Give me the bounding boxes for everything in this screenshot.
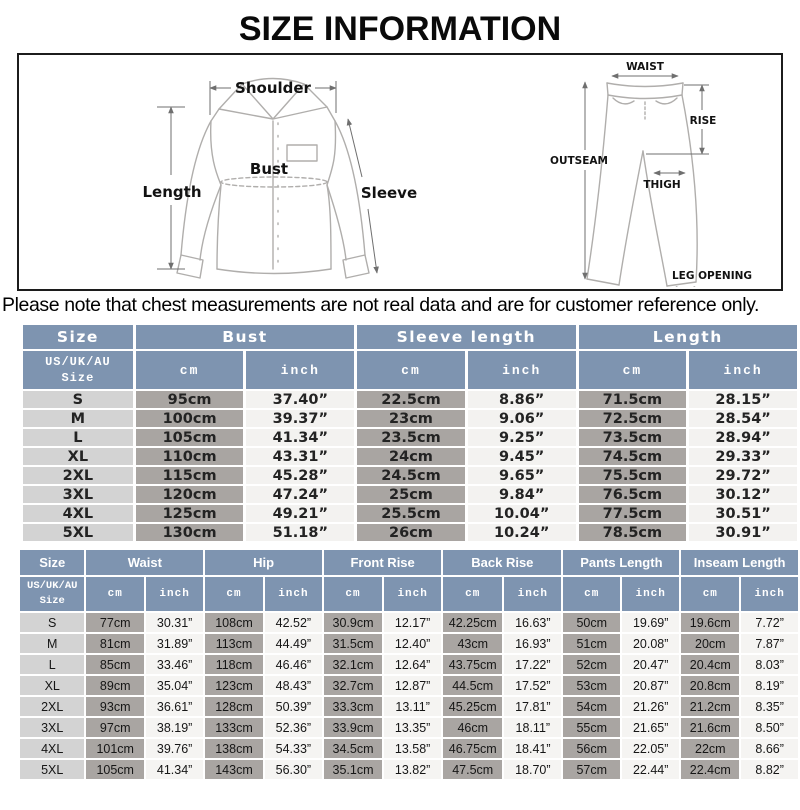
pants-leg-opening-label: LEG OPENING (671, 270, 753, 282)
size-row-l (23, 429, 797, 446)
unit-header-cm: cm (86, 577, 144, 611)
value-cm: 113cm (205, 634, 263, 653)
value-cm: 93cm (86, 697, 144, 716)
value-inch: 18.11” (504, 718, 561, 737)
size-row-5xl (20, 760, 798, 779)
unit-header-cm: cm (443, 577, 502, 611)
column-group-header: Back Rise (443, 550, 561, 575)
value-inch: 30.51” (689, 505, 797, 522)
value-cm: 138cm (205, 739, 263, 758)
shirt-length-label: Length (142, 183, 202, 201)
value-inch: 31.89” (146, 634, 203, 653)
size-standard-header: US/UK/AU Size (20, 577, 84, 611)
unit-header-inch: inch (504, 577, 561, 611)
size-row-xl (20, 676, 798, 695)
shirt-diagram (19, 57, 439, 287)
value-cm: 128cm (205, 697, 263, 716)
value-inch: 16.93” (504, 634, 561, 653)
value-inch: 13.82” (384, 760, 441, 779)
tops-size-table (20, 323, 800, 543)
value-inch: 22.05” (622, 739, 679, 758)
value-inch: 17.52” (504, 676, 561, 695)
value-inch: 19.69” (622, 613, 679, 632)
size-row-4xl (20, 739, 798, 758)
value-inch: 13.35” (384, 718, 441, 737)
value-cm: 30.9cm (324, 613, 382, 632)
column-group-header: Size (20, 550, 84, 575)
unit-header-row (23, 351, 797, 389)
size-label: M (20, 634, 84, 653)
size-row-xl (23, 448, 797, 465)
value-cm: 33.3cm (324, 697, 382, 716)
unit-header-inch: inch (384, 577, 441, 611)
pants-rise-label: RISE (689, 115, 717, 127)
value-inch: 43.31” (246, 448, 354, 465)
value-cm: 143cm (205, 760, 263, 779)
value-cm: 101cm (86, 739, 144, 758)
value-inch: 50.39” (265, 697, 322, 716)
size-information-page (0, 10, 800, 810)
value-inch: 42.52” (265, 613, 322, 632)
value-inch: 8.66” (741, 739, 798, 758)
measurement-diagram-box (17, 53, 783, 291)
value-cm: 25cm (357, 486, 465, 503)
value-cm: 22.5cm (357, 391, 465, 408)
value-inch: 12.40” (384, 634, 441, 653)
size-row-2xl (20, 697, 798, 716)
value-cm: 100cm (136, 410, 244, 427)
shirt-bust-label: Bust (249, 160, 289, 178)
value-cm: 97cm (86, 718, 144, 737)
value-inch: 39.37” (246, 410, 354, 427)
unit-header-cm: cm (136, 351, 244, 389)
value-inch: 9.06” (468, 410, 576, 427)
pants-thigh-label: THIGH (643, 179, 681, 191)
value-inch: 36.61” (146, 697, 203, 716)
unit-header-inch: inch (146, 577, 203, 611)
value-cm: 50cm (563, 613, 620, 632)
column-group-header: Waist (86, 550, 203, 575)
column-group-header: Inseam Length (681, 550, 798, 575)
value-cm: 57cm (563, 760, 620, 779)
value-inch: 30.31” (146, 613, 203, 632)
pants-waist-label: WAIST (626, 61, 664, 73)
value-inch: 13.11” (384, 697, 441, 716)
value-cm: 43cm (443, 634, 502, 653)
value-cm: 35.1cm (324, 760, 382, 779)
value-cm: 31.5cm (324, 634, 382, 653)
value-inch: 20.08” (622, 634, 679, 653)
value-cm: 105cm (136, 429, 244, 446)
value-inch: 52.36” (265, 718, 322, 737)
value-cm: 26cm (357, 524, 465, 541)
size-label: S (20, 613, 84, 632)
size-row-m (23, 410, 797, 427)
size-row-2xl (23, 467, 797, 484)
value-cm: 54cm (563, 697, 620, 716)
size-label: 4XL (20, 739, 84, 758)
value-cm: 43.75cm (443, 655, 502, 674)
unit-header-cm: cm (324, 577, 382, 611)
value-cm: 20.8cm (681, 676, 739, 695)
value-inch: 8.19” (741, 676, 798, 695)
value-inch: 7.87” (741, 634, 798, 653)
value-inch: 10.04” (468, 505, 576, 522)
shirt-sleeve-label: Sleeve (360, 184, 418, 202)
value-inch: 13.58” (384, 739, 441, 758)
value-cm: 115cm (136, 467, 244, 484)
value-inch: 41.34” (146, 760, 203, 779)
value-inch: 30.12” (689, 486, 797, 503)
value-inch: 51.18” (246, 524, 354, 541)
value-inch: 9.84” (468, 486, 576, 503)
value-inch: 12.17” (384, 613, 441, 632)
value-inch: 12.64” (384, 655, 441, 674)
value-inch: 8.03” (741, 655, 798, 674)
column-group-header: Pants Length (563, 550, 679, 575)
value-inch: 12.87” (384, 676, 441, 695)
value-cm: 76.5cm (579, 486, 687, 503)
value-cm: 125cm (136, 505, 244, 522)
value-cm: 32.1cm (324, 655, 382, 674)
value-inch: 20.87” (622, 676, 679, 695)
value-inch: 16.63” (504, 613, 561, 632)
value-inch: 21.65” (622, 718, 679, 737)
value-cm: 120cm (136, 486, 244, 503)
value-inch: 39.76” (146, 739, 203, 758)
value-inch: 29.72” (689, 467, 797, 484)
value-cm: 25.5cm (357, 505, 465, 522)
value-cm: 77cm (86, 613, 144, 632)
size-row-s (20, 613, 798, 632)
size-label: 3XL (23, 486, 133, 503)
unit-header-row (20, 577, 798, 611)
value-inch: 48.43” (265, 676, 322, 695)
value-cm: 44.5cm (443, 676, 502, 695)
value-cm: 24cm (357, 448, 465, 465)
size-label: 4XL (23, 505, 133, 522)
size-row-m (20, 634, 798, 653)
value-cm: 55cm (563, 718, 620, 737)
value-cm: 77.5cm (579, 505, 687, 522)
value-cm: 20cm (681, 634, 739, 653)
column-group-header: Length (579, 325, 797, 349)
value-cm: 45.25cm (443, 697, 502, 716)
value-inch: 56.30” (265, 760, 322, 779)
value-inch: 9.45” (468, 448, 576, 465)
value-inch: 54.33” (265, 739, 322, 758)
pants-outseam-label: OUTSEAM (550, 155, 608, 167)
column-group-header: Front Rise (324, 550, 441, 575)
value-cm: 85cm (86, 655, 144, 674)
value-cm: 42.25cm (443, 613, 502, 632)
value-inch: 35.04” (146, 676, 203, 695)
value-inch: 22.44” (622, 760, 679, 779)
unit-header-inch: inch (246, 351, 354, 389)
size-label: M (23, 410, 133, 427)
shirt-shoulder-label: Shoulder (235, 79, 311, 97)
value-cm: 21.6cm (681, 718, 739, 737)
unit-header-inch: inch (265, 577, 322, 611)
value-inch: 9.25” (468, 429, 576, 446)
value-inch: 17.22” (504, 655, 561, 674)
value-inch: 47.24” (246, 486, 354, 503)
value-cm: 51cm (563, 634, 620, 653)
value-cm: 95cm (136, 391, 244, 408)
value-cm: 73.5cm (579, 429, 687, 446)
value-cm: 56cm (563, 739, 620, 758)
pants-outline (550, 61, 752, 287)
value-inch: 37.40” (246, 391, 354, 408)
value-inch: 8.86” (468, 391, 576, 408)
value-inch: 45.28” (246, 467, 354, 484)
value-inch: 8.35” (741, 697, 798, 716)
value-cm: 21.2cm (681, 697, 739, 716)
group-header-row (23, 325, 797, 349)
value-cm: 123cm (205, 676, 263, 695)
value-inch: 9.65” (468, 467, 576, 484)
column-group-header: Size (23, 325, 133, 349)
value-cm: 133cm (205, 718, 263, 737)
value-cm: 34.5cm (324, 739, 382, 758)
value-inch: 46.46” (265, 655, 322, 674)
size-label: L (20, 655, 84, 674)
value-cm: 52cm (563, 655, 620, 674)
value-inch: 29.33” (689, 448, 797, 465)
unit-header-cm: cm (357, 351, 465, 389)
group-header-row (20, 550, 798, 575)
value-cm: 74.5cm (579, 448, 687, 465)
value-cm: 105cm (86, 760, 144, 779)
value-cm: 19.6cm (681, 613, 739, 632)
value-inch: 18.41” (504, 739, 561, 758)
size-row-5xl (23, 524, 797, 541)
unit-header-inch: inch (689, 351, 797, 389)
size-label: 2XL (23, 467, 133, 484)
value-cm: 22cm (681, 739, 739, 758)
bottoms-size-table (18, 548, 800, 781)
size-label: 5XL (23, 524, 133, 541)
size-label: L (23, 429, 133, 446)
value-cm: 118cm (205, 655, 263, 674)
unit-header-cm: cm (205, 577, 263, 611)
size-label: XL (23, 448, 133, 465)
unit-header-inch: inch (741, 577, 798, 611)
value-inch: 28.15” (689, 391, 797, 408)
value-inch: 41.34” (246, 429, 354, 446)
shirt-outline (143, 79, 418, 279)
value-cm: 72.5cm (579, 410, 687, 427)
size-row-3xl (23, 486, 797, 503)
value-inch: 30.91” (689, 524, 797, 541)
value-inch: 10.24” (468, 524, 576, 541)
unit-header-inch: inch (622, 577, 679, 611)
value-inch: 28.54” (689, 410, 797, 427)
value-cm: 24.5cm (357, 467, 465, 484)
value-inch: 38.19” (146, 718, 203, 737)
value-cm: 46.75cm (443, 739, 502, 758)
value-cm: 108cm (205, 613, 263, 632)
value-cm: 78.5cm (579, 524, 687, 541)
column-group-header: Bust (136, 325, 354, 349)
size-label: 5XL (20, 760, 84, 779)
column-group-header: Hip (205, 550, 322, 575)
unit-header-inch: inch (468, 351, 576, 389)
size-label: S (23, 391, 133, 408)
value-inch: 44.49” (265, 634, 322, 653)
column-group-header: Sleeve length (357, 325, 575, 349)
value-cm: 47.5cm (443, 760, 502, 779)
value-cm: 130cm (136, 524, 244, 541)
unit-header-cm: cm (563, 577, 620, 611)
value-cm: 33.9cm (324, 718, 382, 737)
pants-diagram (441, 57, 781, 287)
size-row-4xl (23, 505, 797, 522)
size-label: 2XL (20, 697, 84, 716)
value-inch: 49.21” (246, 505, 354, 522)
size-row-l (20, 655, 798, 674)
value-inch: 20.47” (622, 655, 679, 674)
value-inch: 33.46” (146, 655, 203, 674)
size-row-s (23, 391, 797, 408)
value-cm: 20.4cm (681, 655, 739, 674)
value-cm: 110cm (136, 448, 244, 465)
size-standard-header: US/UK/AU Size (23, 351, 133, 389)
size-row-3xl (20, 718, 798, 737)
value-inch: 17.81” (504, 697, 561, 716)
value-inch: 8.82” (741, 760, 798, 779)
value-cm: 22.4cm (681, 760, 739, 779)
value-cm: 32.7cm (324, 676, 382, 695)
size-label: 3XL (20, 718, 84, 737)
value-cm: 81cm (86, 634, 144, 653)
value-inch: 8.50” (741, 718, 798, 737)
value-cm: 53cm (563, 676, 620, 695)
value-cm: 23cm (357, 410, 465, 427)
unit-header-cm: cm (579, 351, 687, 389)
value-inch: 28.94” (689, 429, 797, 446)
value-inch: 18.70” (504, 760, 561, 779)
value-inch: 21.26” (622, 697, 679, 716)
page-title: SIZE INFORMATION (238, 10, 562, 48)
value-cm: 23.5cm (357, 429, 465, 446)
unit-header-cm: cm (681, 577, 739, 611)
value-cm: 46cm (443, 718, 502, 737)
size-label: XL (20, 676, 84, 695)
reference-note: Please note that chest measurements are not real data and are for customer reference only. (2, 294, 760, 316)
value-cm: 89cm (86, 676, 144, 695)
value-cm: 75.5cm (579, 467, 687, 484)
value-cm: 71.5cm (579, 391, 687, 408)
value-inch: 7.72” (741, 613, 798, 632)
